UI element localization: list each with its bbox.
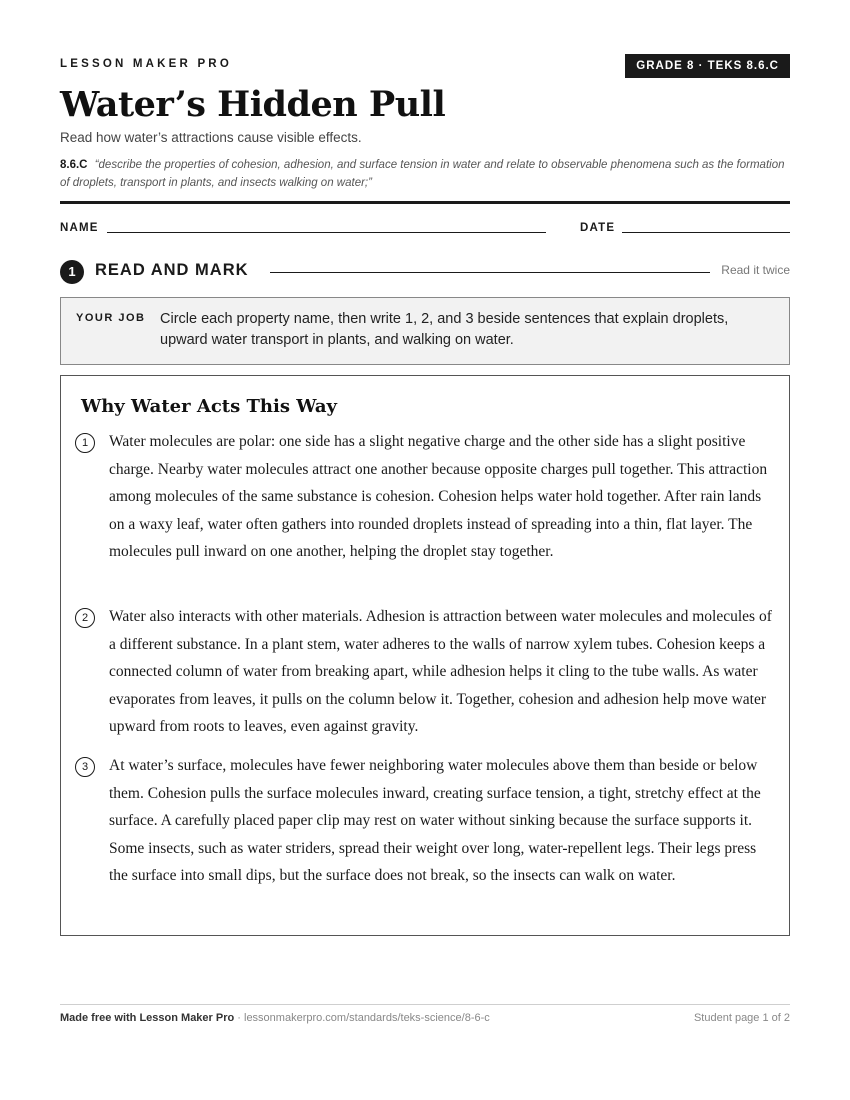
date-field-line[interactable] [622,232,790,233]
footer-divider [60,1004,790,1005]
standard-statement [60,156,790,192]
name-label: NAME [60,222,99,234]
page-title: Water’s Hidden Pull [60,84,446,125]
instructions-label: YOUR JOB [76,312,146,324]
brand-name: LESSON MAKER PRO [60,58,232,70]
paragraph-number: 3 [75,757,95,777]
instructions-box [60,297,790,365]
footer-page-number: Student page 1 of 2 [693,1012,790,1024]
header-divider [60,201,790,204]
footer-credit [60,1012,490,1024]
worksheet-page [60,0,790,1100]
paragraph-text: Water also interacts with other materials. Adhesion is attraction between water molecules and molecules of a different substance. In a plant stem, water adheres to the walls of narrow xylem tubes. Cohesion keeps a connected column of water from breaking apart, while adhesion helps it cling to the tube walls. As water evaporates from leaves, it pulls on the column below it. Together, cohesion and adhesion help move water upward from roots to leaves, even against gravity. [109,608,772,736]
instructions-text: Circle each property name, then write 1, 2, and 3 beside sentences that explain droplets, upward water transport in plants, and walking on water. [160,311,729,348]
reading-title: Why Water Acts This Way [81,396,337,417]
paragraph-text: Water molecules are polar: one side has a slight negative charge and the other side has a slight positive charge. Nearby water molecules attract one another because opposite charges pull together. This attraction among molecules of the same substance is cohesion. Cohesion helps water hold together. After rain lands on a waxy leaf, water often gathers into rounded droplets instead of spreading into a thin, flat layer. The molecules pull inward on one another, helping the droplet stay together. [109,433,768,561]
footer-url[interactable]: · lessonmakerpro.com/standards/teks-science/8-6-c [234,1012,490,1024]
paragraph-text: At water’s surface, molecules have fewer neighboring water molecules above them than beside or below them. Cohesion pulls the surface molecules inward, creating surface tension, a tight, stretchy effect at the surface. A carefully placed paper clip may rest on water without sinking because the surface supports it. Some insects, such as water striders, spread their weight over long, water-repellent legs. Their legs press the surface into small dips, but the surface does not break, so the insects can walk on water. [109,757,761,885]
name-field-line[interactable] [107,232,546,233]
standard-text: “describe the properties of cohesion, adhesion, and surface tension in water and relate to observable phenomena such as the formation of droplets, transport in plants, and insects walking on water;” [60,159,785,189]
date-label: DATE [580,222,616,234]
paragraph-number: 1 [75,433,95,453]
grade-badge: GRADE 8 · TEKS 8.6.C [625,54,790,78]
section-number-badge: 1 [60,260,84,284]
page-subtitle: Read how water’s attractions cause visible effects. [60,130,362,145]
section-divider [270,272,710,273]
footer-made-with: Made free with Lesson Maker Pro [60,1012,235,1024]
paragraph-number: 2 [75,608,95,628]
section-title: READ AND MARK [95,261,249,279]
standard-code: 8.6.C [60,159,88,171]
reading-passage [60,375,790,936]
section-note: Read it twice [721,263,790,277]
